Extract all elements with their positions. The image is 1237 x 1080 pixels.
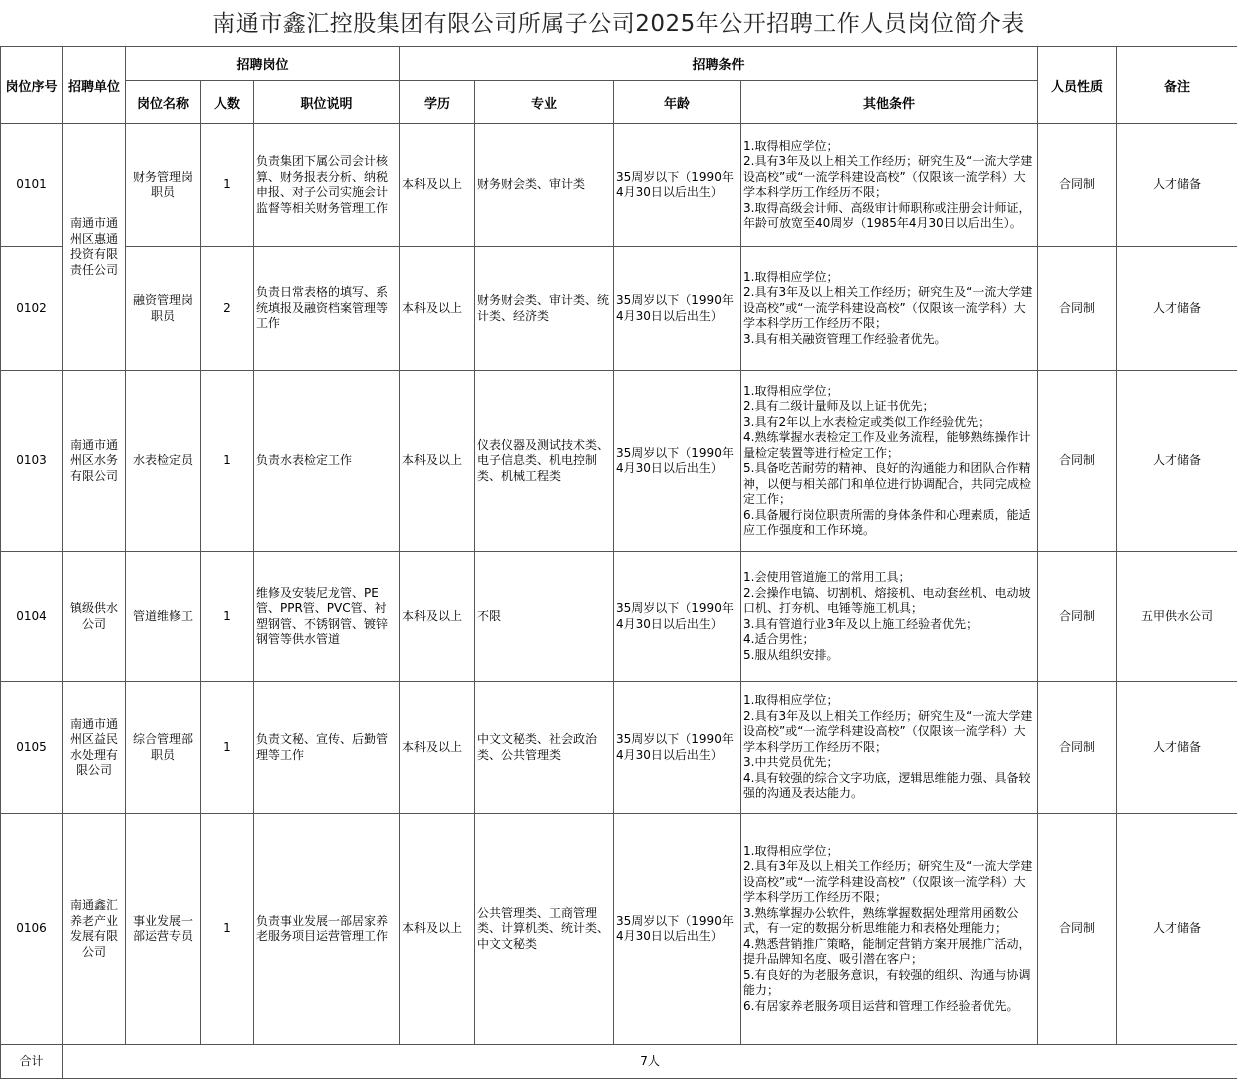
cell-edu: 本科及以上 <box>400 371 475 552</box>
cell-seq: 0104 <box>1 552 63 682</box>
cell-unit: 南通市通州区惠通投资有限责任公司 <box>63 124 126 371</box>
table-row <box>1 124 1237 247</box>
cell-remark: 人才储备 <box>1117 371 1237 552</box>
total-label: 合计 <box>1 1045 63 1079</box>
cell-edu: 本科及以上 <box>400 814 475 1045</box>
header-unit: 招聘单位 <box>63 47 126 124</box>
cell-post: 事业发展一部运营专员 <box>126 814 201 1045</box>
header-cond-group: 招聘条件 <box>400 47 1038 81</box>
cell-duty: 维修及安装尼龙管、PE管、PPR管、PVC管、衬塑钢管、不锈钢管、镀锌钢管等供水管道 <box>254 552 400 682</box>
cell-post: 水表检定员 <box>126 371 201 552</box>
cell-seq: 0106 <box>1 814 63 1045</box>
cell-major: 财务财会类、审计类 <box>475 124 614 247</box>
cell-other: 1.会使用管道施工的常用工具； 2.会操作电镐、切割机、熔接机、电动套丝机、电动坡口机、打夯机、电锤等施工机具； 3.具有管道行业3年及以上施工经验者优先； 4.适合男性； 5.服从组织安排。 <box>741 552 1038 682</box>
cell-other: 1.取得相应学位； 2.具有3年及以上相关工作经历；研究生及“一流大学建设高校”或“一流学科建设高校”（仅限该一流学科）大学本科学历工作经历不限； 3.取得高级会计师、高级审计师职称或注册会计师证，年龄可放宽至40周岁（1985年4月30日以后出生）。 <box>741 124 1038 247</box>
cell-count: 1 <box>201 371 254 552</box>
cell-age: 35周岁以下（1990年4月30日以后出生） <box>614 371 741 552</box>
cell-remark: 人才储备 <box>1117 247 1237 371</box>
cell-remark: 人才储备 <box>1117 814 1237 1045</box>
cell-seq: 0105 <box>1 682 63 814</box>
cell-major: 仪表仪器及测试技术类、电子信息类、机电控制类、机械工程类 <box>475 371 614 552</box>
cell-nature: 合同制 <box>1038 124 1117 247</box>
cell-post: 管道维修工 <box>126 552 201 682</box>
cell-major: 中文文秘类、社会政治类、公共管理类 <box>475 682 614 814</box>
cell-age: 35周岁以下（1990年4月30日以后出生） <box>614 124 741 247</box>
cell-count: 2 <box>201 247 254 371</box>
header-other: 其他条件 <box>741 81 1038 124</box>
cell-nature: 合同制 <box>1038 682 1117 814</box>
table-row <box>1 247 1237 371</box>
cell-post: 财务管理岗职员 <box>126 124 201 247</box>
table-row <box>1 371 1237 552</box>
header-post-name: 岗位名称 <box>126 81 201 124</box>
cell-duty: 负责事业发展一部居家养老服务项目运营管理工作 <box>254 814 400 1045</box>
header-row-1 <box>1 47 1237 81</box>
cell-other: 1.取得相应学位； 2.具有3年及以上相关工作经历；研究生及“一流大学建设高校”或“一流学科建设高校”（仅限该一流学科）大学本科学历工作经历不限； 3.熟练掌握办公软件，熟练掌握数据处理常用函数公式，有一定的数据分析思维能力和表格处理能力； 4.熟悉营销推广策略，能制定营销方案开展推广活动，提升品牌知名度、吸引潜在客户； 5.有良好的为老服务意识，有较强的组织、沟通与协调能力； 6.有居家养老服务项目运营和管理工作经验者优先。 <box>741 814 1038 1045</box>
table-row <box>1 552 1237 682</box>
header-count: 人数 <box>201 81 254 124</box>
cell-age: 35周岁以下（1990年4月30日以后出生） <box>614 247 741 371</box>
cell-count: 1 <box>201 814 254 1045</box>
cell-remark: 人才储备 <box>1117 124 1237 247</box>
header-age: 年龄 <box>614 81 741 124</box>
total-value: 7人 <box>63 1045 1237 1079</box>
cell-remark: 人才储备 <box>1117 682 1237 814</box>
cell-major: 财务财会类、审计类、统计类、经济类 <box>475 247 614 371</box>
cell-major: 公共管理类、工商管理类、计算机类、统计类、中文文秘类 <box>475 814 614 1045</box>
cell-unit: 南通市通州区益民水处理有限公司 <box>63 682 126 814</box>
cell-edu: 本科及以上 <box>400 124 475 247</box>
cell-post: 综合管理部职员 <box>126 682 201 814</box>
cell-post: 融资管理岗职员 <box>126 247 201 371</box>
cell-other: 1.取得相应学位； 2.具有二级计量师及以上证书优先； 3.具有2年以上水表检定或类似工作经验优先； 4.熟练掌握水表检定工作及业务流程，能够熟练操作计量检定装置等进行检定工作； 5.具备吃苦耐劳的精神、良好的沟通能力和团队合作精神，以便与相关部门和单位进行协调配合，共同完成检定工作； 6.具备履行岗位职责所需的身体条件和心理素质，能适应工作强度和工作环境。 <box>741 371 1038 552</box>
cell-age: 35周岁以下（1990年4月30日以后出生） <box>614 682 741 814</box>
cell-duty: 负责文秘、宣传、后勤管理等工作 <box>254 682 400 814</box>
header-post-group: 招聘岗位 <box>126 47 400 81</box>
cell-duty: 负责水表检定工作 <box>254 371 400 552</box>
cell-edu: 本科及以上 <box>400 247 475 371</box>
cell-count: 1 <box>201 682 254 814</box>
cell-nature: 合同制 <box>1038 371 1117 552</box>
header-seq: 岗位序号 <box>1 47 63 124</box>
cell-age: 35周岁以下（1990年4月30日以后出生） <box>614 552 741 682</box>
cell-nature: 合同制 <box>1038 247 1117 371</box>
cell-edu: 本科及以上 <box>400 552 475 682</box>
cell-major: 不限 <box>475 552 614 682</box>
positions-table <box>0 46 1237 1079</box>
header-major: 专业 <box>475 81 614 124</box>
cell-seq: 0101 <box>1 124 63 247</box>
table-row <box>1 814 1237 1045</box>
header-duty: 职位说明 <box>254 81 400 124</box>
header-nature: 人员性质 <box>1038 47 1117 124</box>
cell-nature: 合同制 <box>1038 814 1117 1045</box>
cell-seq: 0102 <box>1 247 63 371</box>
cell-unit: 南通市通州区水务有限公司 <box>63 371 126 552</box>
cell-unit: 南通鑫汇养老产业发展有限公司 <box>63 814 126 1045</box>
table-row <box>1 682 1237 814</box>
cell-duty: 负责集团下属公司会计核算、财务报表分析、纳税申报、对子公司实施会计监督等相关财务管理工作 <box>254 124 400 247</box>
cell-duty: 负责日常表格的填写、系统填报及融资档案管理等工作 <box>254 247 400 371</box>
cell-other: 1.取得相应学位； 2.具有3年及以上相关工作经历；研究生及“一流大学建设高校”或“一流学科建设高校”（仅限该一流学科）大学本科学历工作经历不限； 3.具有相关融资管理工作经验者优先。 <box>741 247 1038 371</box>
total-row <box>1 1045 1237 1079</box>
cell-age: 35周岁以下（1990年4月30日以后出生） <box>614 814 741 1045</box>
cell-edu: 本科及以上 <box>400 682 475 814</box>
cell-remark: 五甲供水公司 <box>1117 552 1237 682</box>
cell-seq: 0103 <box>1 371 63 552</box>
cell-count: 1 <box>201 124 254 247</box>
cell-unit: 镇级供水公司 <box>63 552 126 682</box>
cell-nature: 合同制 <box>1038 552 1117 682</box>
page-title: 南通市鑫汇控股集团有限公司所属子公司2025年公开招聘工作人员岗位简介表 <box>212 11 1025 37</box>
header-edu: 学历 <box>400 81 475 124</box>
header-remark: 备注 <box>1117 47 1237 124</box>
cell-count: 1 <box>201 552 254 682</box>
cell-other: 1.取得相应学位； 2.具有3年及以上相关工作经历；研究生及“一流大学建设高校”或“一流学科建设高校”（仅限该一流学科）大学本科学历工作经历不限； 3.中共党员优先； 4.具有较强的综合文字功底，逻辑思维能力强、具备较强的沟通及表达能力。 <box>741 682 1038 814</box>
